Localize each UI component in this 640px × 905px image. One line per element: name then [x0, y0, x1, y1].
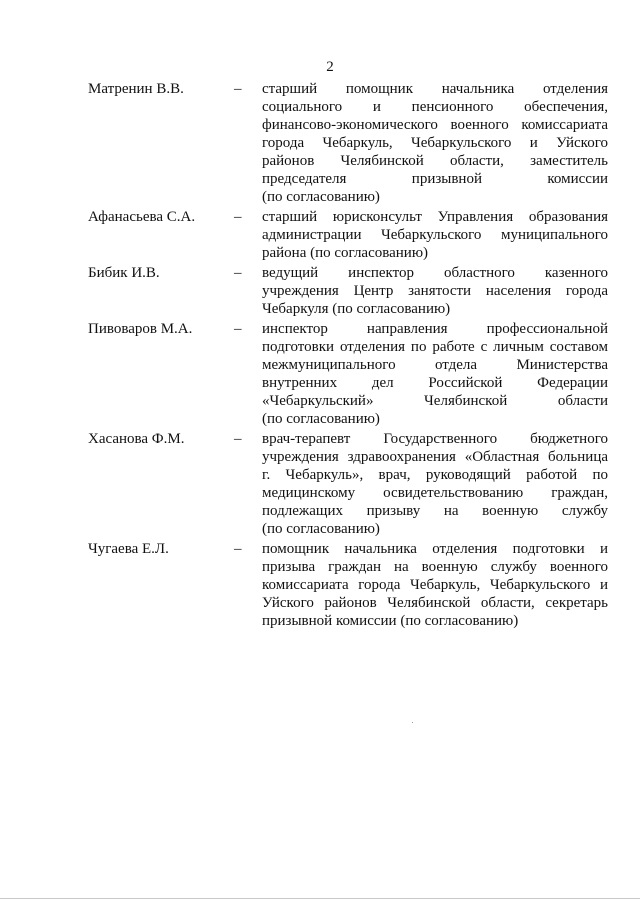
- position-line: комиссариата города Чебаркуль, Чебаркульского и: [262, 577, 608, 593]
- position-line: межмуниципального отдела Министерства: [262, 357, 608, 373]
- dash-separator: –: [234, 81, 242, 97]
- dash-separator: –: [234, 265, 242, 281]
- position-line: Уйского районов Челябинской области, секретарь: [262, 595, 608, 611]
- member-entry: [88, 208, 608, 262]
- scan-speck: [412, 722, 413, 723]
- position-line: города Чебаркуль, Чебаркульского и Уйского: [262, 135, 608, 151]
- member-position: [262, 208, 608, 262]
- position-line: подлежащих призыву на военную службу: [262, 503, 608, 519]
- position-line: (по согласованию): [262, 189, 380, 205]
- position-line: (по согласованию): [262, 411, 380, 427]
- position-line: района (по согласованию): [262, 245, 429, 261]
- position-line: помощник начальника отделения подготовки и: [262, 541, 608, 557]
- member-entry: [88, 264, 608, 318]
- position-line: социального и пенсионного обеспечения,: [262, 99, 608, 115]
- position-line: старший юрисконсульт Управления образования: [262, 209, 608, 225]
- position-line: учреждения здравоохранения «Областная больница: [262, 449, 608, 465]
- position-line: «Чебаркульский» Челябинской области: [262, 393, 608, 409]
- position-line: старший помощник начальника отделения: [262, 81, 608, 97]
- member-position: [262, 80, 608, 206]
- position-line: подготовки отделения по работе с личным составом: [262, 339, 608, 355]
- position-line: ведущий инспектор областного казенного: [262, 265, 608, 281]
- position-line: призыва граждан на военную службу военного: [262, 559, 608, 575]
- member-position: [262, 320, 608, 428]
- member-position: [262, 540, 608, 630]
- member-position: [262, 430, 608, 538]
- dash-separator: –: [234, 321, 242, 337]
- position-line: (по согласованию): [262, 521, 380, 537]
- position-line: председателя призывной комиссии: [262, 171, 608, 187]
- member-name: Бибик И.В.: [88, 265, 160, 281]
- member-name: Чугаева Е.Л.: [88, 541, 169, 557]
- position-line: врач-терапевт Государственного бюджетного: [262, 431, 608, 447]
- commission-members-list: [88, 80, 608, 632]
- member-entry: [88, 320, 608, 428]
- position-line: финансово-экономического военного комиссариата: [262, 117, 608, 133]
- position-line: инспектор направления профессиональной: [262, 321, 608, 337]
- member-name: Афанасьева С.А.: [88, 209, 196, 225]
- position-line: призывной комиссии (по согласованию): [262, 613, 519, 629]
- position-line: районов Челябинской области, заместитель: [262, 153, 608, 169]
- page-number: 2: [326, 59, 334, 75]
- member-entry: [88, 80, 608, 206]
- position-line: Чебаркуля (по согласованию): [262, 301, 451, 317]
- member-name: Пивоваров М.А.: [88, 321, 193, 337]
- dash-separator: –: [234, 541, 242, 557]
- position-line: г. Чебаркуль», врач, руководящий работой по: [262, 467, 608, 483]
- dash-separator: –: [234, 431, 242, 447]
- position-line: учреждения Центр занятости населения города: [262, 283, 608, 299]
- member-name: Матренин В.В.: [88, 81, 184, 97]
- position-line: медицинскому освидетельствованию граждан,: [262, 485, 608, 501]
- dash-separator: –: [234, 209, 242, 225]
- position-line: внутренних дел Российской Федерации: [262, 375, 608, 391]
- member-name: Хасанова Ф.М.: [88, 431, 185, 447]
- position-line: администрации Чебаркульского муниципального: [262, 227, 608, 243]
- member-entry: [88, 540, 608, 630]
- member-entry: [88, 430, 608, 538]
- member-position: [262, 264, 608, 318]
- page-bottom-edge: [0, 898, 640, 899]
